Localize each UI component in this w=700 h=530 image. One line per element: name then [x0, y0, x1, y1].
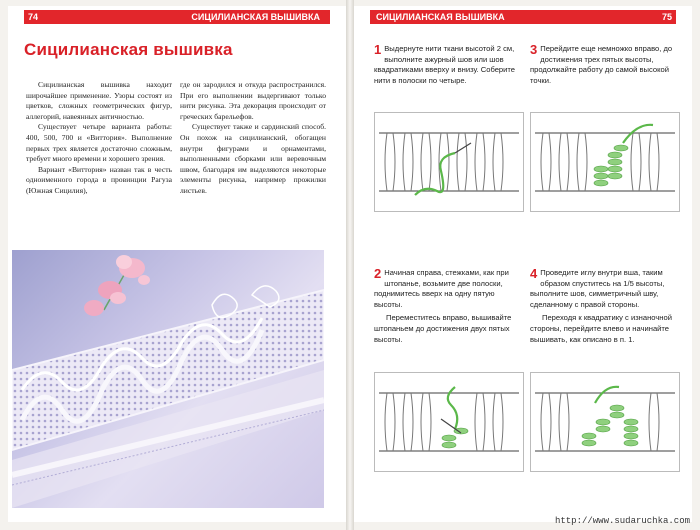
right-header-bar — [370, 10, 676, 24]
step-3 — [530, 44, 678, 86]
step-2 — [374, 268, 522, 345]
page-title: Сицилианская вышивка — [24, 40, 233, 59]
step-text-continued: Переходя к квадратику с изнаночной стороны, перейдите влево и начинайте вышивать, как описано в п. 1. — [530, 313, 672, 344]
left-text-column-1 — [26, 80, 172, 197]
paragraph: Вариант «Виттория» назван так в честь одноименного города в провинции Рагуза (Южная Сицилия), — [26, 164, 172, 195]
step-number: 4 — [530, 266, 538, 281]
diagram-step-2 — [374, 372, 524, 472]
diagram-step-1 — [374, 112, 524, 212]
left-header-bar — [24, 10, 330, 24]
book-gutter — [346, 0, 354, 530]
step-1 — [374, 44, 522, 86]
stitch-diagram — [375, 113, 523, 211]
left-text-column-2 — [180, 80, 326, 197]
step-4 — [530, 268, 678, 345]
diagram-step-3 — [530, 112, 680, 212]
step-text: Начиная справа, стежками, как при штопанье, возьмите две полоски, поднимитесь вверх на одну пятую высоты. — [374, 268, 509, 309]
step-number: 1 — [374, 42, 382, 57]
step-text: Выдернуте нити ткани высотой 2 см, выполните ажурный шов или шов квадратиками вверху и внизу. Соберите нити в полоски по четыре. — [374, 44, 516, 85]
stitch-diagram — [531, 113, 679, 211]
step-text: Перейдите еще немножко вправо, до достижения трех пятых высоты, продолжайте работу до самой высокой точки. — [530, 44, 673, 85]
left-page-number: 74 — [28, 12, 39, 22]
stitch-diagram — [375, 373, 523, 471]
left-header-title: СИЦИЛИАНСКАЯ ВЫШИВКА — [191, 12, 320, 22]
paragraph: Существует четыре варианта работы: 400, 500, 700 и «Виттория». Выполнение первых трех является достаточно сложным, требует много времени и хорошего зрения. — [26, 122, 172, 164]
step-text: Проведите иглу внутри вша, таким образом спуститесь на 1/5 высоты, выполните шов, симметричный шву, сделанному с правой стороны. — [530, 268, 665, 309]
embroidery-photo — [12, 250, 324, 508]
paragraph: Сицилианская вышивка находит широчайшее применение. Узоры состоят из цветков, сложных геометрических фигур, аллегорий, навеянных античностью. — [26, 80, 172, 121]
step-number: 3 — [530, 42, 538, 57]
embroidery-photo-drawing — [12, 250, 324, 508]
watermark-url: http://www.sudaruchka.com — [554, 516, 690, 526]
right-page-number: 75 — [661, 12, 672, 22]
stitch-diagram — [531, 373, 679, 471]
diagram-step-4 — [530, 372, 680, 472]
step-number: 2 — [374, 266, 382, 281]
sweet-pea-flowers — [84, 255, 150, 316]
right-header-title: СИЦИЛИАНСКАЯ ВЫШИВКА — [376, 12, 505, 22]
paragraph: где он зародился и откуда распространился. При его выполнении выдергивают только нити рисунка. Эта декорация происходит от греческих барельефов. — [180, 80, 326, 121]
step-text-continued: Переместитесь вправо, вышивайте штопаньем до достижения двух пятых высоты. — [374, 313, 512, 344]
paragraph: Существует также и сардинский способ. Он похож на сицилианский, обогащен внутри фигурами и орнаментами, выполненными сборками или веревочным швом, благодаря им выделяются некоторые элементы рисунка, например прожилки листьев. — [180, 122, 326, 195]
